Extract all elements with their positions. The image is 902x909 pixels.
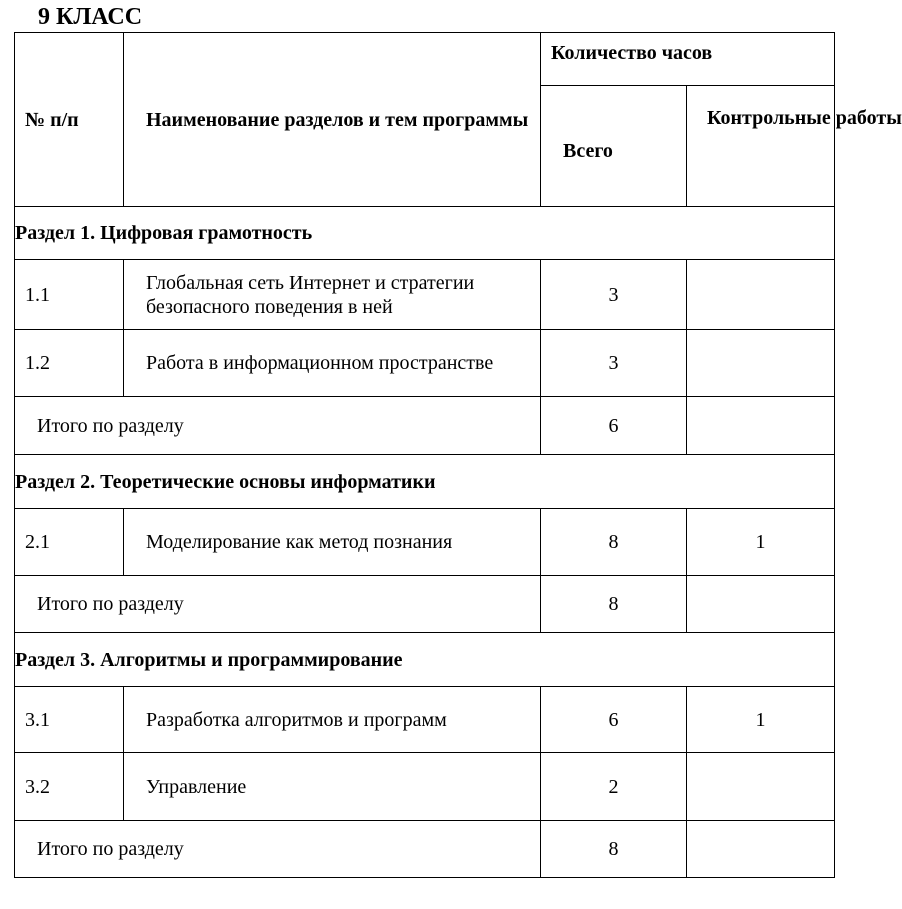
row-name: Глобальная сеть Интернет и стратегии безопасного поведения в ней — [124, 260, 541, 330]
summary-control — [687, 821, 835, 878]
summary-label: Итого по разделу — [15, 821, 541, 878]
row-total: 8 — [541, 509, 687, 576]
summary-total: 8 — [541, 576, 687, 633]
summary-row — [15, 397, 835, 455]
row-control — [687, 330, 835, 397]
curriculum-table — [14, 32, 902, 878]
summary-row — [15, 821, 835, 878]
section-title: Раздел 1. Цифровая грамотность — [15, 207, 835, 260]
header-row — [15, 33, 835, 86]
page-title: 9 КЛАСС — [38, 4, 143, 30]
table-row — [15, 687, 835, 753]
summary-control — [687, 397, 835, 455]
table-row — [15, 330, 835, 397]
header-hours: Количество часов — [541, 33, 835, 86]
table-row — [15, 509, 835, 576]
header-total: Всего — [541, 86, 687, 207]
row-num: 1.1 — [15, 260, 124, 330]
row-total: 3 — [541, 330, 687, 397]
table-row — [15, 260, 835, 330]
section-title: Раздел 2. Теоретические основы информатики — [15, 455, 835, 509]
row-total: 6 — [541, 687, 687, 753]
summary-label: Итого по разделу — [15, 576, 541, 633]
section-title: Раздел 3. Алгоритмы и программирование — [15, 633, 835, 687]
row-control: 1 — [687, 687, 835, 753]
row-total: 2 — [541, 753, 687, 821]
header-num: № п/п — [15, 33, 124, 207]
row-num: 3.1 — [15, 687, 124, 753]
row-control: 1 — [687, 509, 835, 576]
summary-control — [687, 576, 835, 633]
header-name: Наименование разделов и тем программы — [124, 33, 541, 207]
header-control: Контрольные работы — [687, 86, 835, 207]
row-num: 1.2 — [15, 330, 124, 397]
summary-label: Итого по разделу — [15, 397, 541, 455]
row-name: Работа в информационном пространстве — [124, 330, 541, 397]
row-control — [687, 260, 835, 330]
row-name: Разработка алгоритмов и программ — [124, 687, 541, 753]
table-row — [15, 753, 835, 821]
summary-total: 8 — [541, 821, 687, 878]
section-row — [15, 455, 835, 509]
section-row — [15, 633, 835, 687]
row-num: 2.1 — [15, 509, 124, 576]
row-total: 3 — [541, 260, 687, 330]
row-control — [687, 753, 835, 821]
summary-total: 6 — [541, 397, 687, 455]
row-name: Управление — [124, 753, 541, 821]
summary-row — [15, 576, 835, 633]
row-name: Моделирование как метод познания — [124, 509, 541, 576]
row-num: 3.2 — [15, 753, 124, 821]
section-row — [15, 207, 835, 260]
